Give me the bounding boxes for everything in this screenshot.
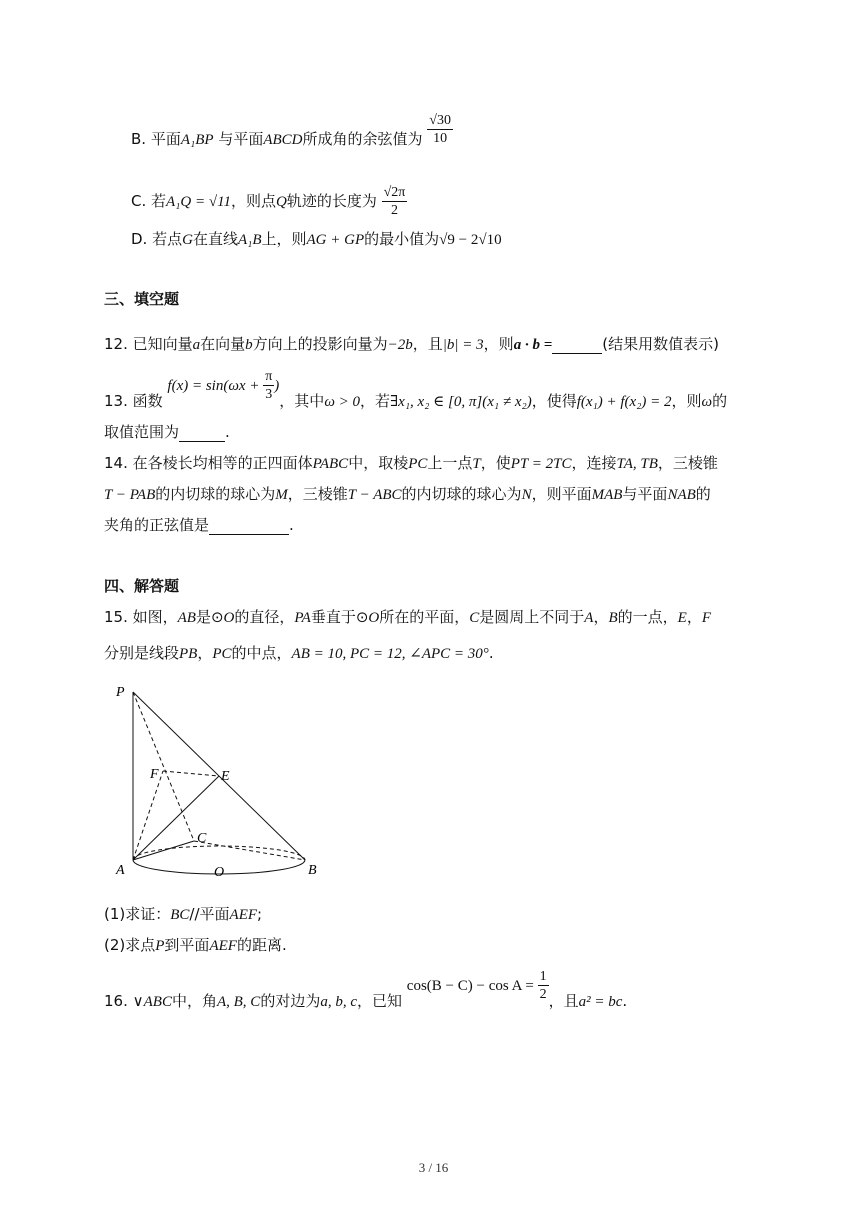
fraction-sqrt2pi-2 xyxy=(382,184,408,219)
q12-text6: (结果用数值表示) xyxy=(602,335,719,353)
q14-l1a: 14. 在各棱长均相等的正四面体 xyxy=(104,454,313,472)
answer-blank-12[interactable] xyxy=(552,339,602,354)
q16-text4: ，且 xyxy=(548,992,579,1010)
expr-t-pab: T − PAB xyxy=(104,487,156,503)
expr-ta-tb: TA, TB xyxy=(616,456,658,472)
q14-l2f: 的 xyxy=(695,485,711,503)
q15-l1b: 是 xyxy=(195,608,211,626)
question-14-line2 xyxy=(104,483,711,504)
q12-text1: 12. 已知向量 xyxy=(104,335,193,353)
question-15-part2 xyxy=(104,934,287,955)
q14-l1b: 中，取棱 xyxy=(348,454,409,472)
q15-l1d: 垂直于 xyxy=(310,608,356,626)
q14-l1c: 上一点 xyxy=(427,454,473,472)
frac-den: 10 xyxy=(433,131,448,146)
option-d-label: D. 若点 xyxy=(131,230,183,248)
question-15-part1 xyxy=(104,903,262,924)
vector-a: a xyxy=(192,337,201,353)
q12-text4: ，且 xyxy=(412,335,443,353)
expr-t-abc: T − ABC xyxy=(347,487,402,503)
expr-pa: PA xyxy=(294,610,311,626)
q16-end: . xyxy=(622,992,628,1010)
q15-l1f: 是圆周上不同于 xyxy=(479,608,585,626)
q12-text2: 在向量 xyxy=(200,335,246,353)
frac-den: 2 xyxy=(391,203,398,218)
given-values: AB = 10, PC = 12, ∠APC = 30° xyxy=(291,646,489,662)
q15-l1c: 的直径， xyxy=(234,608,295,626)
expr-o: O xyxy=(223,610,235,626)
label-c: C xyxy=(197,831,207,846)
expr-c: C xyxy=(469,610,480,626)
q15-l1e: 所在的平面， xyxy=(379,608,470,626)
expr-aef-2: AEF xyxy=(209,938,237,954)
q13-text2: ，若 xyxy=(360,392,391,410)
expr-abcd: ABCD xyxy=(263,132,303,148)
q15-l1g: 的一点， xyxy=(617,608,678,626)
expr-e: E xyxy=(677,610,687,626)
label-f: F xyxy=(150,767,159,782)
question-13-line2 xyxy=(104,421,230,442)
option-c-tail: 轨迹的长度为 xyxy=(286,192,377,210)
q12-text3: 方向上的投影向量为 xyxy=(252,335,388,353)
expr-mab: MAB xyxy=(591,487,623,503)
q14-l2c: 的内切球的球心为 xyxy=(401,485,522,503)
fraction-pi-3 xyxy=(263,368,274,403)
fraction-sqrt30-10 xyxy=(427,112,453,147)
frac-den: 2 xyxy=(539,987,547,1002)
q13-num: 13. 函数 xyxy=(104,392,163,410)
answer-blank-14[interactable] xyxy=(209,520,289,535)
expr-t: T xyxy=(472,456,481,472)
expr-angles: A, B, C xyxy=(216,994,261,1010)
expr-f: F xyxy=(701,610,712,626)
page-number: 3 / 16 xyxy=(418,1160,449,1175)
q14-end: . xyxy=(289,516,294,534)
q13-line2: 取值范围为 xyxy=(104,423,180,441)
question-12 xyxy=(104,333,719,354)
expr-n: N xyxy=(521,487,532,503)
label-p: P xyxy=(116,685,125,700)
q16-text2: 的对边为 xyxy=(260,992,321,1010)
question-15-line2 xyxy=(104,642,494,663)
expr-ab: AB xyxy=(177,610,196,626)
fraction-1-2 xyxy=(538,968,549,1003)
part1-plane: 平面 xyxy=(199,905,230,923)
q13-text4: ，则 xyxy=(671,392,702,410)
q14-l2b: ，三棱锥 xyxy=(287,485,348,503)
edge-ae xyxy=(133,776,219,860)
q14-l2e: 与平面 xyxy=(622,485,668,503)
edge-fe xyxy=(163,771,219,776)
expr-b: B xyxy=(608,610,618,626)
expr-ag-gp: AG + GP xyxy=(306,232,365,248)
q16-num: 16. xyxy=(104,992,128,1010)
geometry-figure xyxy=(110,680,330,880)
expr-m: M xyxy=(275,487,288,503)
q14-l2d: ，则平面 xyxy=(531,485,592,503)
expr-sides: a, b, c xyxy=(320,994,357,1010)
comma-2: ， xyxy=(686,608,702,626)
norm-b: |b| = 3 xyxy=(442,337,484,353)
frac-den: 3 xyxy=(265,387,273,402)
frac-num: 1 xyxy=(539,969,547,984)
q13-text1: ，其中 xyxy=(279,392,325,410)
circle-symbol-2: ⊙ xyxy=(355,608,369,626)
expr-pt-2tc: PT = 2TC xyxy=(510,456,572,472)
option-d-mid1: 在直线 xyxy=(192,230,238,248)
expr-pc-15: PC xyxy=(212,646,232,662)
section-3-title: 三、填空题 xyxy=(104,290,180,308)
expr-g: G xyxy=(182,232,193,248)
label-o: O xyxy=(214,865,225,880)
expr-a1q: A₁Q = √11 xyxy=(166,194,231,210)
omega-symbol: ω xyxy=(701,394,713,410)
q14-l3: 夹角的正弦值是 xyxy=(104,516,210,534)
label-a: A xyxy=(116,863,125,878)
label-b: B xyxy=(308,863,317,878)
label-e: E xyxy=(221,769,230,784)
question-16 xyxy=(104,969,628,1011)
q15-l2a: 分别是线段 xyxy=(104,644,180,662)
option-c-mid: ，则点 xyxy=(230,192,276,210)
q13-text3: ，使得 xyxy=(531,392,577,410)
sum-equation: f(x₁) + f(x₂) = 2 xyxy=(576,394,672,410)
frac-num: π xyxy=(265,369,273,384)
question-13 xyxy=(104,369,728,411)
option-b-tail: 所成角的余弦值为 xyxy=(302,130,423,148)
q12-text5: ，则 xyxy=(483,335,514,353)
vector-b: b xyxy=(245,337,253,353)
parallel-symbol: // xyxy=(189,905,200,923)
q13-end: . xyxy=(225,423,230,441)
option-d-mid2: 上，则 xyxy=(261,230,307,248)
expr-root: √9 − 2√10 xyxy=(439,232,502,248)
edge-af xyxy=(133,771,163,860)
q13-text5: 的 xyxy=(712,392,728,410)
question-14-line1 xyxy=(104,452,718,473)
exist-clause: ∃x₁, x₂ ∈ [0, π](x₁ ≠ x₂) xyxy=(390,394,532,410)
part1-label: (1)求证： xyxy=(104,905,171,923)
func-close: ) xyxy=(274,378,280,394)
q16-text3: ，已知 xyxy=(357,992,403,1010)
option-b xyxy=(131,113,453,149)
expr-a1bp: A₁BP xyxy=(180,132,214,148)
option-b-label: B. 平面 xyxy=(131,130,181,148)
expr-triangle: ∨ABC xyxy=(132,994,172,1010)
expr-p: P xyxy=(155,938,165,954)
expr-cos: cos(B − C) − cos A = xyxy=(406,978,538,994)
expr-pabc: PABC xyxy=(312,456,349,472)
part1-end: ; xyxy=(257,905,263,923)
expr-pc: PC xyxy=(408,456,428,472)
section-4-title: 四、解答题 xyxy=(104,577,180,595)
q14-l1d: ，使 xyxy=(480,454,511,472)
q14-l1e: ，连接 xyxy=(571,454,617,472)
option-c-label: C. 若 xyxy=(131,192,167,210)
expr-bc: BC xyxy=(170,907,190,923)
expr-a1b: A₁B xyxy=(237,232,262,248)
q14-l2a: 的内切球的球心为 xyxy=(155,485,276,503)
answer-blank-13[interactable] xyxy=(179,427,225,442)
circle-back-arc xyxy=(133,846,305,860)
question-15-line1 xyxy=(104,606,711,627)
expr-a2-bc: a² = bc xyxy=(578,994,623,1010)
cond-omega: ω > 0 xyxy=(324,394,361,410)
option-d xyxy=(131,228,502,249)
func-f: f(x) = sin(ωx + xyxy=(167,378,264,394)
option-c xyxy=(131,184,407,219)
comma-3: ， xyxy=(197,644,213,662)
q15-end: . xyxy=(488,644,494,662)
comma: ， xyxy=(593,608,609,626)
proj-vector: −2b xyxy=(387,337,413,353)
expr-nab: NAB xyxy=(667,487,696,503)
edge-pc xyxy=(133,692,194,841)
q16-text1: 中，角 xyxy=(171,992,217,1010)
expr-pb: PB xyxy=(179,646,198,662)
expr-o-2: O xyxy=(368,610,380,626)
q15-l1a: 15. 如图， xyxy=(104,608,178,626)
part2-plane: 到平面 xyxy=(164,936,210,954)
question-14-line3 xyxy=(104,514,294,535)
q14-l1f: ，三棱锥 xyxy=(657,454,718,472)
part2-end: 的距离. xyxy=(236,936,287,954)
option-b-mid: 与平面 xyxy=(218,130,264,148)
frac-num: √30 xyxy=(429,113,451,128)
dot-product: a · b = xyxy=(513,337,553,353)
option-d-tail: 的最小值为 xyxy=(364,230,440,248)
part2-label: (2)求点 xyxy=(104,936,156,954)
circle-symbol: ⊙ xyxy=(210,608,224,626)
expr-q: Q xyxy=(275,194,287,210)
frac-num: √2π xyxy=(383,185,406,200)
expr-aef: AEF xyxy=(229,907,258,923)
expr-a: A xyxy=(584,610,594,626)
q15-l2b: 的中点， xyxy=(231,644,292,662)
